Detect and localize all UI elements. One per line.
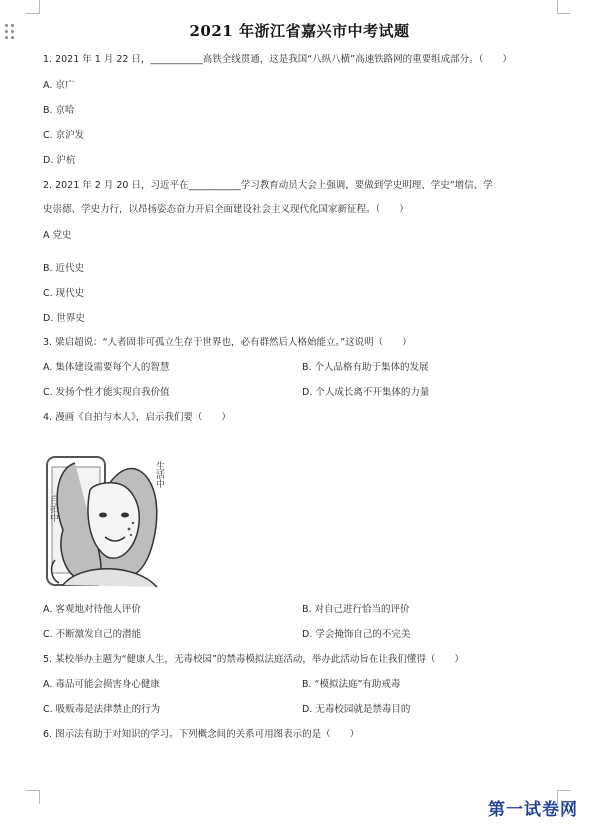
question-2-option-b: B. 近代史: [43, 263, 85, 274]
question-4-option-c: C. 不断激发自己的潜能: [43, 629, 142, 640]
site-watermark: 第一试卷网: [488, 800, 578, 820]
question-2-option-c: C. 现代史: [43, 288, 85, 299]
crop-mark-bottom-left: [26, 790, 40, 804]
comic-label-real-life: 生活中: [154, 461, 164, 488]
question-3-option-d: D. 个人成长离不开集体的力量: [302, 387, 430, 398]
question-4-option-b: B. 对自己进行恰当的评价: [302, 604, 410, 615]
question-3-option-a: A. 集体建设需要每个人的智慧: [43, 362, 170, 373]
page-title: 2021 年浙江省嘉兴市中考试题: [189, 22, 410, 40]
question-1-option-a: A. 京广: [43, 80, 75, 91]
question-5-option-c: C. 吸贩毒是法律禁止的行为: [43, 704, 161, 715]
question-1-stem: 1. 2021 年 1 月 22 日，___________高铁全线贯通，这是我国“八纵八横”高速铁路网的重要组成部分。（ ）: [43, 54, 512, 65]
question-4-option-d: D. 学会掩饰自己的不完美: [302, 629, 411, 640]
question-3-option-b: B. 个人品格有助于集体的发展: [302, 362, 429, 373]
comic-label-selfie: 自拍中: [48, 495, 58, 522]
crop-mark-top-left: [26, 0, 40, 14]
question-1-option-c: C. 京沪发: [43, 130, 85, 141]
question-4-option-a: A. 客观地对待他人评价: [43, 604, 141, 615]
question-5-option-b: B. “模拟法庭”有助戒毒: [302, 679, 401, 690]
question-2-stem-line-2: 史崇德、学史力行，以昂扬姿态奋力开启全面建设社会主义现代化国家新征程。（ ）: [43, 204, 409, 215]
question-3-stem: 3. 梁启超说：“人者固非可孤立生存于世界也，必有群然后人格始能立。”这说明（ ）: [43, 337, 412, 348]
question-1-option-d: D. 沪杭: [43, 155, 76, 166]
question-6-stem: 6. 图示法有助于对知识的学习。下列概念间的关系可用图表示的是（ ）: [43, 729, 360, 740]
question-1-option-b: B. 京哈: [43, 105, 75, 116]
question-5-option-d: D. 无毒校园就是禁毒目的: [302, 704, 411, 715]
question-2-option-d: D. 世界史: [43, 313, 85, 324]
selfie-comic-illustration: [45, 445, 170, 595]
question-5-option-a: A. 毒品可能会损害身心健康: [43, 679, 160, 690]
crop-mark-top-right: [557, 0, 571, 14]
question-3-option-c: C. 发扬个性才能实现自我价值: [43, 387, 170, 398]
question-2-stem-line-1: 2. 2021 年 2 月 20 日，习近平在___________学习教育动员大会上强调，要做到学史明理、学史”增信、学: [43, 180, 493, 191]
question-4-stem: 4. 漫画《自拍与本人》，启示我们要（ ）: [43, 412, 231, 423]
question-5-stem: 5. 某校举办主题为“健康人生，无毒校园”的禁毒模拟法庭活动，举办此活动旨在让我们懂得（ ）: [43, 654, 464, 665]
question-2-option-a: A 党史: [43, 230, 72, 241]
